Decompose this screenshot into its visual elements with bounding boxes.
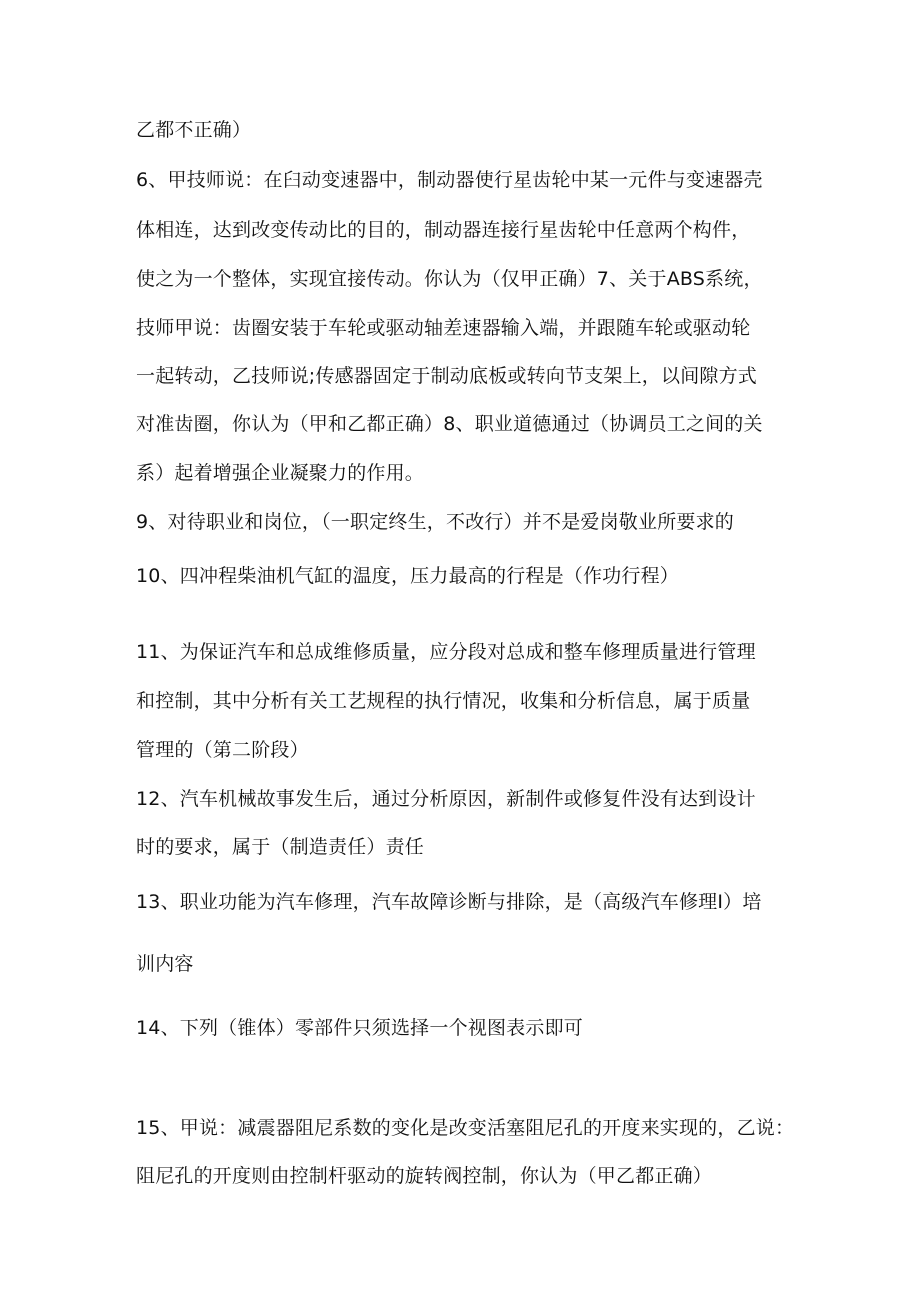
text-line: 6、甲技师说：在臼动变速器中，制动器使行星齿轮中某一元件与变速器壳 xyxy=(136,169,763,191)
text-line: 对准齿圈，你认为（甲和乙都正确）8、职业道德通过（协调员工之间的关 xyxy=(136,413,763,435)
text-line: 10、四冲程柴油机气缸的温度，压力最高的行程是（作功行程） xyxy=(136,565,679,587)
text-line: 管理的（第二阶段） xyxy=(136,739,309,761)
text-line: 一起转动，乙技师说;传感器固定于制动底板或转向节支架上，以间隙方式 xyxy=(136,365,758,387)
text-line: 时的要求，属于（制造责任）责任 xyxy=(136,836,425,858)
text-line: 系）起着增强企业凝聚力的作用。 xyxy=(136,462,425,484)
text-line: 11、为保证汽车和总成维修质量，应分段对总成和整车修理质量进行管理 xyxy=(136,641,756,663)
text-line: 13、职业功能为汽车修理，汽车故障诊断与排除，是（高级汽车修理I）培 xyxy=(136,891,762,913)
text-line: 15、甲说：减震器阻尼系数的变化是改变活塞阻尼孔的开度来实现的，乙说： xyxy=(136,1117,795,1139)
text-line: 9、对待职业和岗位，（一职定终生，不改行）并不是爱岗敬业所要求的 xyxy=(136,511,734,533)
text-line: 技师甲说：齿圈安装于车轮或驱动轴差速器输入端，并跟随车轮或驱动轮 xyxy=(136,317,751,339)
text-line: 14、下列（锥体）零部件只须选择一个视图表示即可 xyxy=(136,1017,583,1039)
text-line: 体相连，达到改变传动比的目的，制动器连接行星齿轮中任意两个构件， xyxy=(136,219,751,241)
text-line: 阻尼孔的开度则由控制杆驱动的旋转阀控制，你认为（甲乙都正确） xyxy=(136,1165,713,1187)
text-line: 使之为一个整体，实现宜接传动。你认为（仅甲正确）7、关于ABS系统， xyxy=(136,268,763,290)
text-line: 乙都不正确） xyxy=(136,119,252,141)
text-line: 12、汽车机械故事发生后，通过分析原因，新制件或修复件没有达到设计 xyxy=(136,788,756,810)
text-line: 和控制，其中分析有关工艺规程的执行情况，收集和分析信息，属于质量 xyxy=(136,690,751,712)
text-line: 训内容 xyxy=(136,953,194,975)
